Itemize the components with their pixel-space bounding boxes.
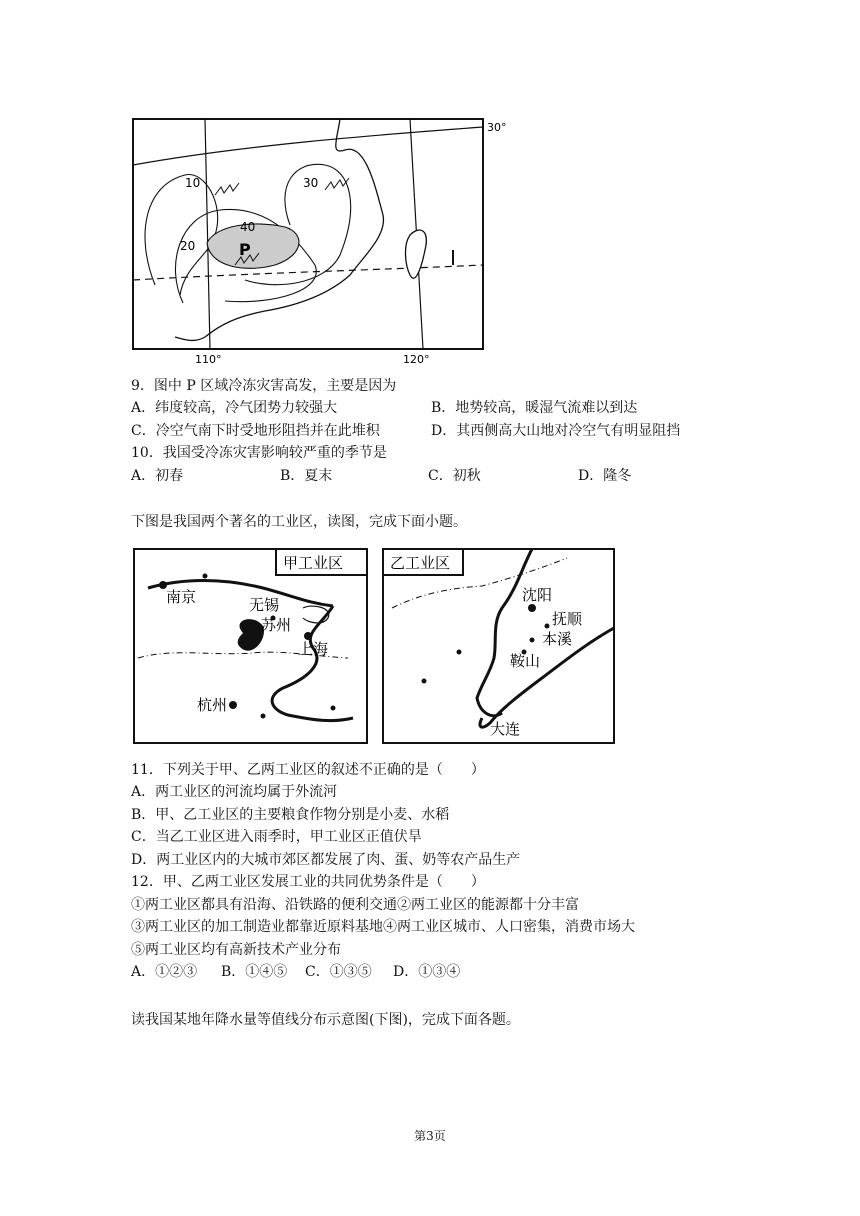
q10-stem: 10．我国受冷冻灾害影响较严重的季节是 <box>131 445 387 461</box>
page-number: 第3页 <box>414 1129 446 1143</box>
q9-option-c: C．冷空气南下时受地形阻挡并在此堆积 <box>131 423 380 439</box>
q9-stem: 9．图中 P 区域冷冻灾害高发，主要是因为 <box>131 378 397 394</box>
city-suzhou: 苏州 <box>261 616 292 634</box>
q12-statement-3: ⑤两工业区均有高新技术产业分布 <box>131 942 341 958</box>
city-shenyang: 沈阳 <box>522 586 553 604</box>
lon-label-110: 110° <box>195 353 222 365</box>
q11-option-c: C．当乙工业区进入雨季时，甲工业区正值伏旱 <box>131 829 422 845</box>
lon-label-120: 120° <box>403 353 430 365</box>
q9-option-a: A．纬度较高，冷气团势力较强大 <box>131 400 338 416</box>
q10-option-a: A．初春 <box>131 468 184 484</box>
q9-options-row-1 <box>131 398 731 418</box>
jia-title: 甲工业区 <box>283 554 344 572</box>
isoline-label-20: 20 <box>180 239 196 253</box>
q12-statement-2: ③两工业区的加工制造业都靠近原料基地④两工业区城市、人口密集，消费市场大 <box>131 919 635 935</box>
q12-option-d: D．①③④ <box>393 964 461 980</box>
q11-option-b: B．甲、乙工业区的主要粮食作物分别是小麦、水稻 <box>131 807 450 823</box>
cold-disaster-map <box>125 115 515 365</box>
city-wuxi: 无锡 <box>249 596 280 614</box>
yi-title: 乙工业区 <box>390 554 451 572</box>
q10-option-c: C．初秋 <box>428 468 481 484</box>
q12-option-b: B．①④⑤ <box>221 964 288 980</box>
lat-label: 30° <box>487 121 507 134</box>
q10-option-b: B．夏末 <box>280 468 333 484</box>
yi-industrial-map <box>382 548 615 744</box>
q9-options-row-2 <box>131 421 731 441</box>
q10-options <box>131 466 631 486</box>
isoline-label-40: 40 <box>240 220 256 234</box>
q11-option-a: A．两工业区的河流均属于外流河 <box>131 784 338 800</box>
q9-option-b: B．地势较高，暖湿气流难以到达 <box>431 400 638 416</box>
city-anshan: 鞍山 <box>510 652 541 670</box>
isoline-label-30: 30 <box>303 176 319 190</box>
city-shanghai: 上海 <box>298 640 329 658</box>
q11-option-d: D．两工业区内的大城市郊区都发展了肉、蛋、奶等农产品生产 <box>131 852 521 868</box>
city-hangzhou: 杭州 <box>197 696 228 714</box>
q9-option-d: D．其西侧高大山地对冷空气有明显阻挡 <box>431 423 681 439</box>
q12-statement-1: ①两工业区都具有沿海、沿铁路的便利交通②两工业区的能源都十分丰富 <box>131 897 579 913</box>
city-fushun: 抚顺 <box>552 610 583 628</box>
city-dalian: 大连 <box>490 720 521 738</box>
isoline-label-10: 10 <box>185 176 201 190</box>
q12-options <box>131 962 460 982</box>
q11-stem: 11．下列关于甲、乙两工业区的叙述不正确的是（ ） <box>131 762 485 778</box>
region-label-p: P <box>239 240 251 259</box>
q10-option-d: D．隆冬 <box>578 468 632 484</box>
intro-precipitation: 读我国某地年降水量等值线分布示意图(下图)，完成下面各题。 <box>131 1012 520 1028</box>
jia-industrial-map <box>133 548 368 744</box>
q12-option-a: A．①②③ <box>131 964 198 980</box>
q12-option-c: C．①③⑤ <box>305 964 372 980</box>
q12-stem: 12．甲、乙两工业区发展工业的共同优势条件是（ ） <box>131 874 485 890</box>
city-benxi: 本溪 <box>542 630 573 648</box>
city-nanjing: 南京 <box>166 588 197 606</box>
intro-industrial: 下图是我国两个著名的工业区，读图，完成下面小题。 <box>131 514 467 530</box>
